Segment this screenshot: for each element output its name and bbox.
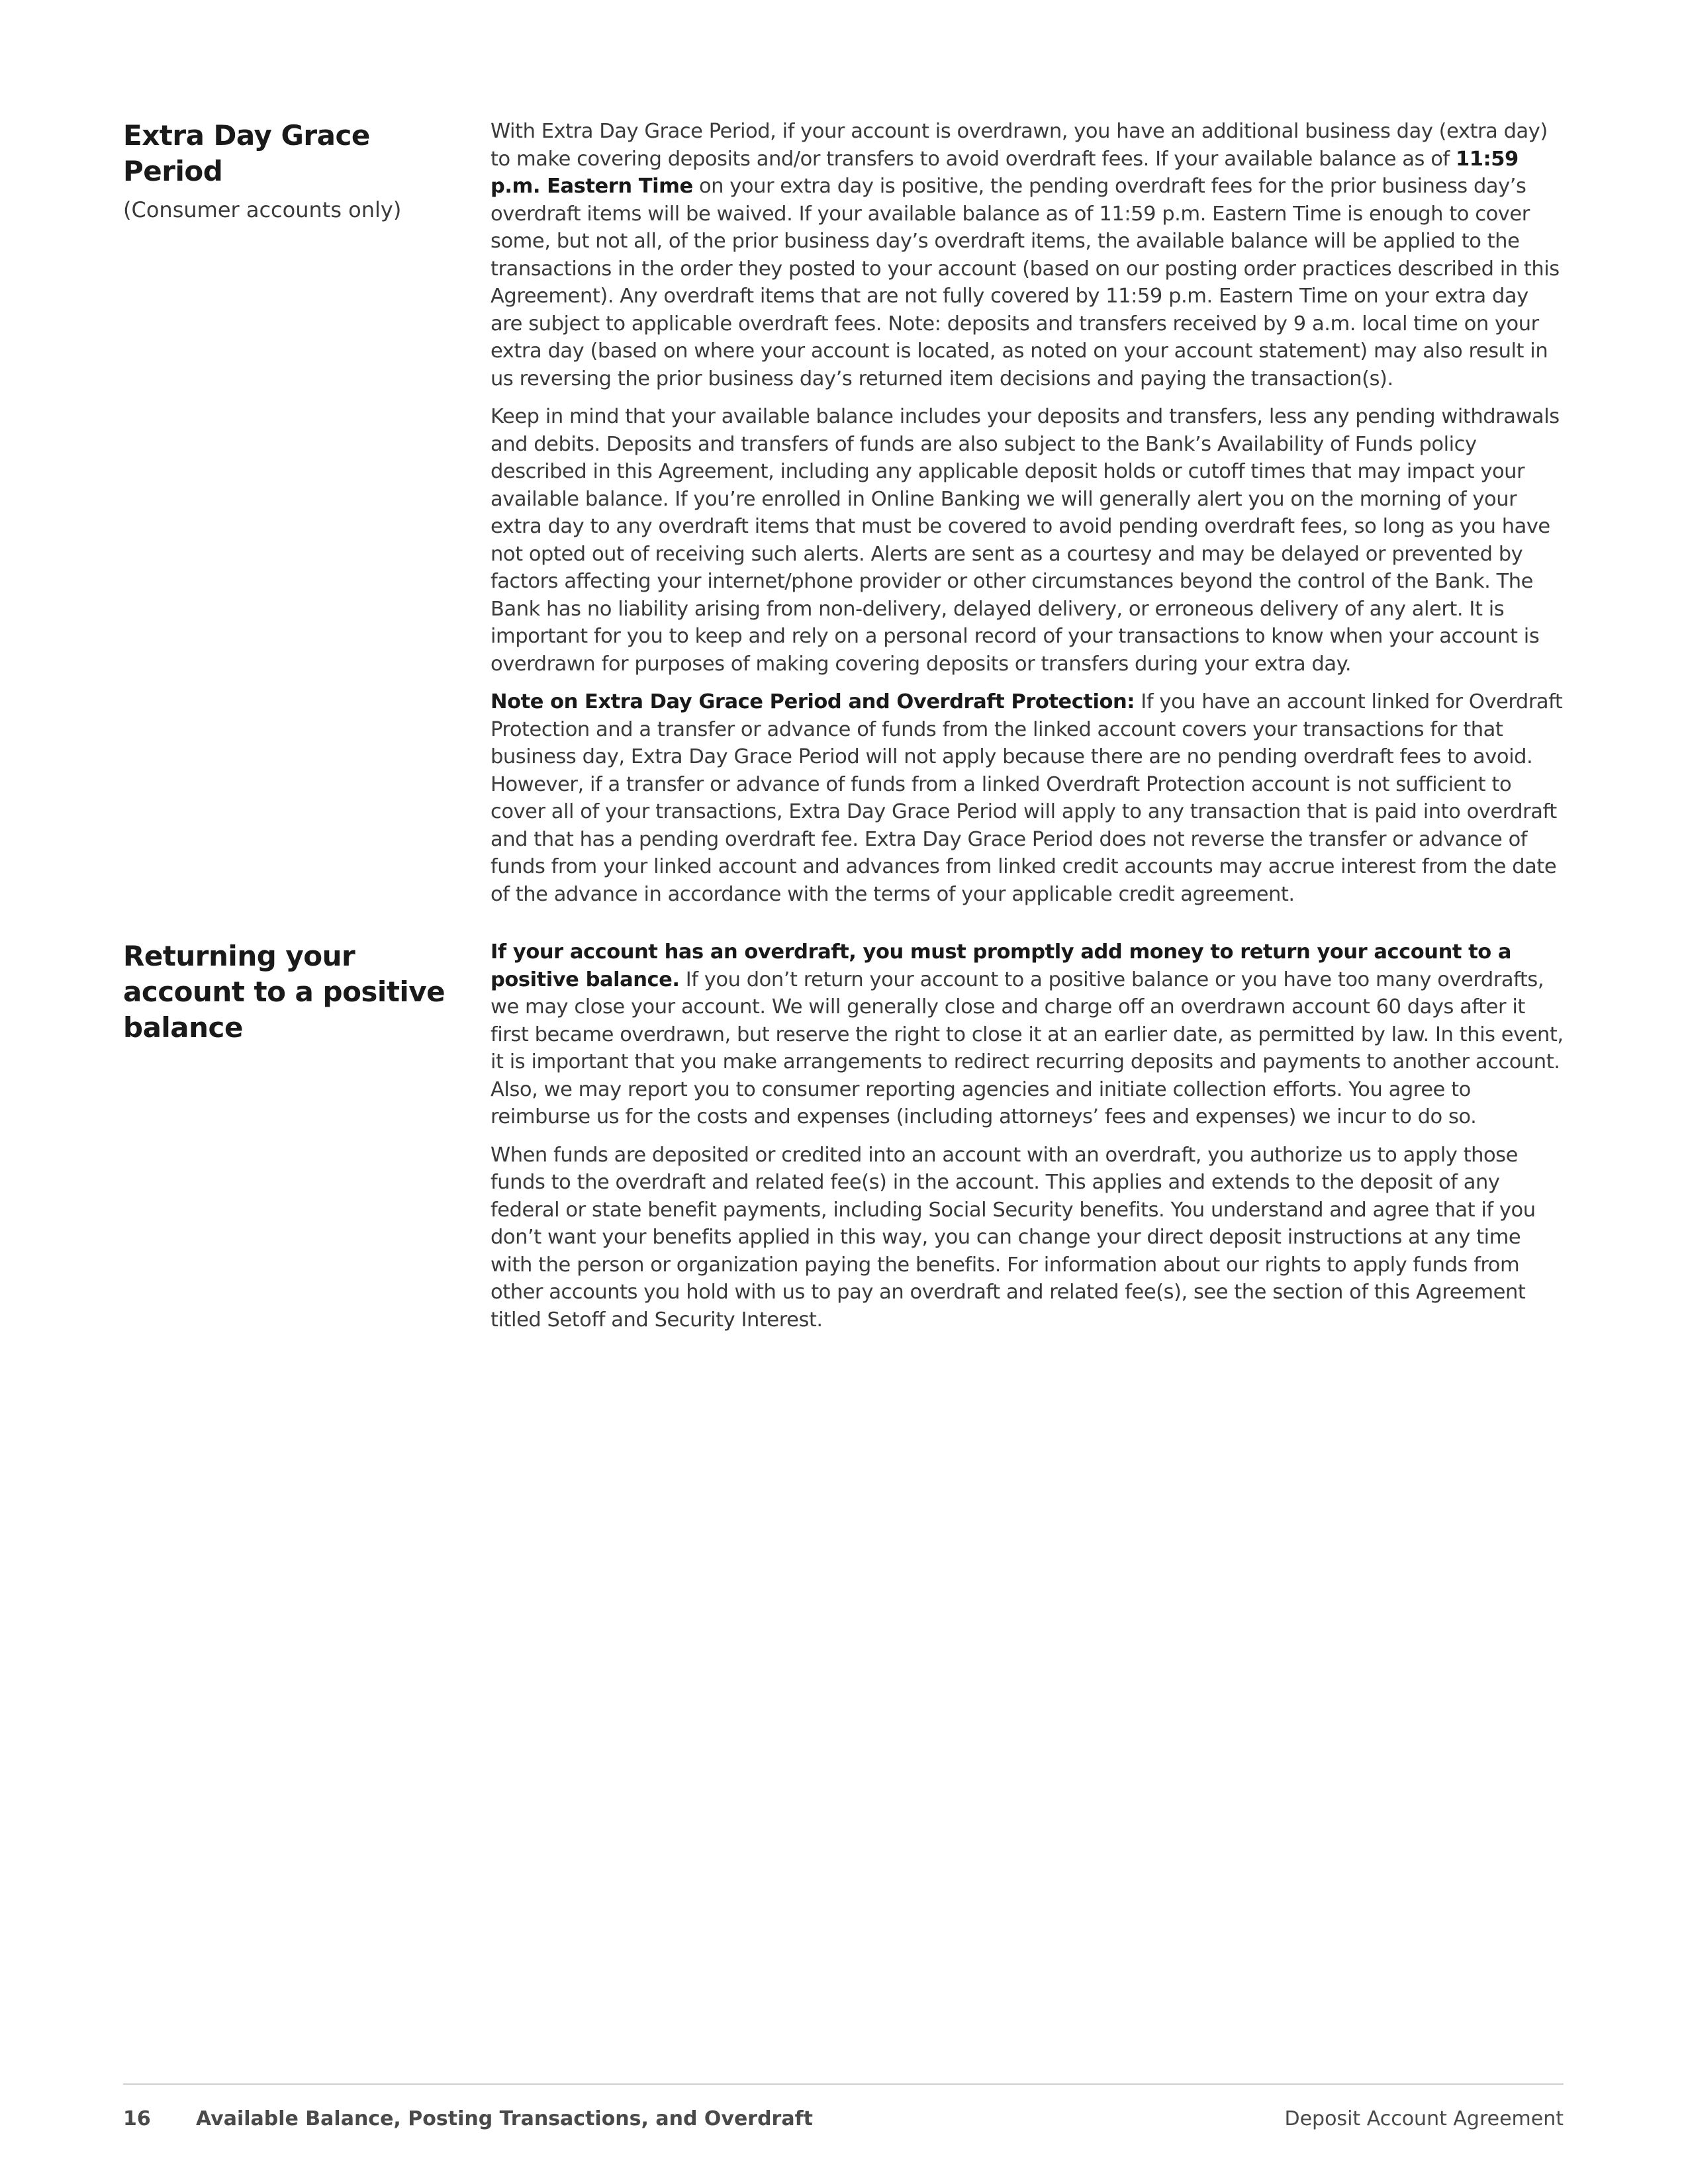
paragraph-emphasis: 11:59 p.m. Eastern Time <box>491 147 1519 198</box>
paragraph-text: With Extra Day Grace Period, if your account is overdrawn, you have an additional business day (extra day) to make covering deposits and/or transfers to avoid overdraft fees. If your available balance as of <box>491 120 1548 171</box>
paragraph-text: If you have an account linked for Overdraft Protection and a transfer or advance of funds from the linked account covers your transactions for that business day, Extra Day Grace Period will not apply because there are no pending overdraft fees to avoid. However, if a transfer or advance of funds from a linked Overdraft Protection account is not sufficient to cover all of your transactions, Extra Day Grace Period will apply to any transaction that is paid into overdraft and that has a pending overdraft fee. Extra Day Grace Period does not reverse the transfer or advance of funds from your linked account and advances from linked credit accounts may accrue interest from the date of the advance in accordance with the terms of your applicable credit agreement. <box>491 690 1563 906</box>
paragraph-text: If you don’t return your account to a positive balance or you have too many overdrafts, we may close your account. We will generally close and charge off an overdrawn account 60 days after it first became overdrawn, but reserve the right to close it at an earlier date, as permitted by law. In this event, it is important that you make arrangements to redirect recurring deposits and payments to another account. Also, we may report you to consumer reporting agencies and initiate collection efforts. You agree to reimburse us for the costs and expenses (including attorneys’ fees and expenses) we incur to do so. <box>491 968 1564 1128</box>
paragraph <box>491 938 1564 1131</box>
footer-document-title: Deposit Account Agreement <box>1284 2107 1564 2130</box>
page-number: 16 <box>123 2107 151 2130</box>
paragraph-lead-in: If your account has an overdraft, you must promptly add money to return your account to a positive balance. <box>491 940 1512 991</box>
footer-divider <box>123 2083 1564 2085</box>
section-body <box>491 938 1564 1344</box>
paragraph <box>491 118 1564 392</box>
paragraph <box>491 688 1564 908</box>
section-heading: Returning your account to a positive balance <box>123 940 445 1044</box>
footer-section-title: Available Balance, Posting Transactions, and Overdraft <box>196 2107 813 2130</box>
page-footer <box>123 2105 1564 2134</box>
section-body <box>491 118 1564 919</box>
section-sidebar <box>123 938 467 1046</box>
section-subheading: (Consumer accounts only) <box>123 197 402 222</box>
section-heading: Extra Day Grace Period <box>123 119 370 187</box>
paragraph-text: on your extra day is positive, the pending overdraft fees for the prior business day’s overdraft items will be waived. If your available balance as of 11:59 p.m. Eastern Time is enough to cover some, but not all, of the prior business day’s overdraft items, the available balance will be applied to the transactions in the order they posted to your account (based on our posting order practices described in this Agreement). Any overdraft items that are not fully covered by 11:59 p.m. Eastern Time on your extra day are subject to applicable overdraft fees. Note: deposits and transfers received by 9 a.m. local time on your extra day (based on where your account is located, as noted on your account statement) may also result in us reversing the prior business day’s returned item decisions and paying the transaction(s). <box>491 175 1560 390</box>
paragraph-lead-in: Note on Extra Day Grace Period and Overdraft Protection: <box>491 690 1135 713</box>
paragraph: Keep in mind that your available balance includes your deposits and transfers, less any pending withdrawals and debits. Deposits and transfers of funds are also subject to the Bank’s Availability of Funds policy described in this Agreement, including any applicable deposit holds or cutoff times that may impact your available balance. If you’re enrolled in Online Banking we will generally alert you on the morning of your extra day to any overdraft items that must be covered to avoid pending overdraft fees, so long as you have not opted out of receiving such alerts. Alerts are sent as a courtesy and may be delayed or prevented by factors affecting your internet/phone provider or other circumstances beyond the control of the Bank. The Bank has no liability arising from non-delivery, delayed delivery, or erroneous delivery of any alert. It is important for you to keep and rely on a personal record of your transactions to know when your account is overdrawn for purposes of making covering deposits or transfers during your extra day. <box>491 405 1560 676</box>
paragraph: When funds are deposited or credited into an account with an overdraft, you authorize us to apply those funds to the overdraft and related fee(s) in the account. This applies and extends to the deposit of any federal or state benefit payments, including Social Security benefits. You understand and agree that if you don’t want your benefits applied in this way, you can change your direct deposit instructions at any time with the person or organization paying the benefits. For information about our rights to apply funds from other accounts you hold with us to pay an overdraft and related fee(s), see the section of this Agreement titled Setoff and Security Interest. <box>491 1143 1536 1332</box>
section-sidebar <box>123 118 467 224</box>
